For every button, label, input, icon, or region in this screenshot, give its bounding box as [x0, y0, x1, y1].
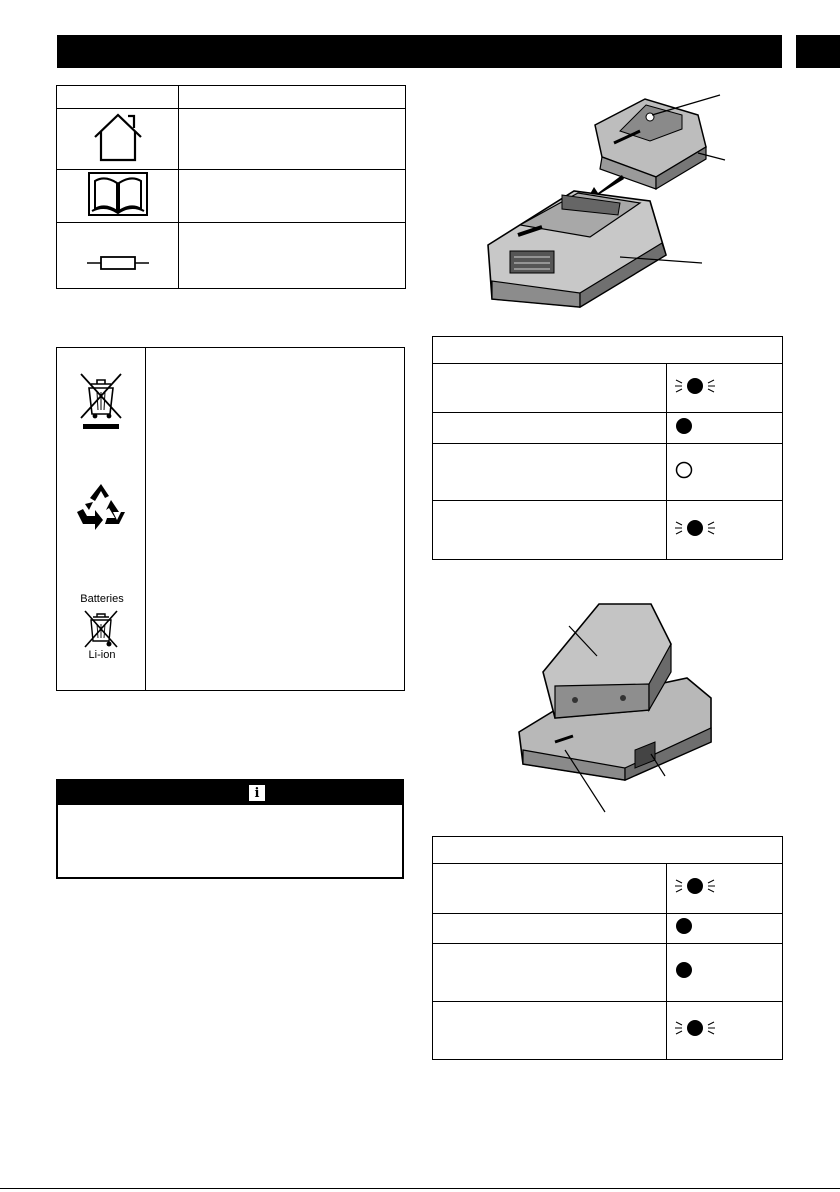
battery-led-table	[432, 336, 783, 560]
symbols-header-left	[57, 86, 179, 109]
battery-led-status-1	[433, 364, 667, 413]
recycle-icon	[75, 480, 127, 532]
led-solid-icon	[673, 915, 717, 937]
symbol-description-manual	[179, 170, 406, 223]
battery-led-cell-1	[667, 364, 783, 413]
bottom-rule	[0, 1188, 840, 1189]
led-solid-icon	[673, 415, 717, 437]
led-blinking-icon	[673, 514, 717, 542]
charger-led-cell-2	[667, 914, 783, 944]
symbol-description-fuse	[179, 223, 406, 289]
page-tab	[796, 35, 840, 68]
info-box	[56, 779, 404, 879]
charger-led-cell-1	[667, 864, 783, 914]
led-off-icon	[673, 459, 717, 481]
led-solid-icon	[673, 959, 717, 981]
battery-led-status-2	[433, 413, 667, 444]
symbol-description-house	[179, 109, 406, 170]
charger-led-table-title	[433, 837, 783, 864]
battery-led-status-3	[433, 444, 667, 501]
led-blinking-icon	[673, 872, 717, 900]
charger-illustration	[515, 600, 735, 815]
battery-led-table-title	[433, 337, 783, 364]
battery-label-top: Batteries	[80, 593, 124, 605]
battery-led-cell-2	[667, 413, 783, 444]
charger-led-status-2	[433, 914, 667, 944]
fuse-icon	[83, 233, 153, 273]
header-bar	[57, 35, 782, 68]
symbols-table	[56, 85, 406, 289]
disposal-divider	[145, 348, 146, 690]
info-box-text	[66, 811, 396, 871]
info-box-header	[58, 781, 402, 805]
disposal-description	[153, 358, 393, 678]
charger-led-status-1	[433, 864, 667, 914]
charger-led-table	[432, 836, 783, 1060]
led-blinking-icon	[673, 372, 717, 400]
disposal-table	[56, 347, 405, 691]
symbol-cell-manual	[57, 170, 179, 223]
symbol-cell-house	[57, 109, 179, 170]
manual-book-icon	[87, 171, 149, 217]
charger-led-cell-3	[667, 944, 783, 1002]
battery-led-cell-4	[667, 501, 783, 560]
symbols-header-right	[179, 86, 406, 109]
charger-led-cell-4	[667, 1002, 783, 1060]
led-blinking-icon	[673, 1014, 717, 1042]
charger-led-status-4	[433, 1002, 667, 1060]
battery-pack-illustration	[470, 85, 740, 320]
battery-led-status-4	[433, 501, 667, 560]
crossed-bin-icon	[75, 368, 127, 432]
house-icon	[90, 111, 146, 163]
symbol-cell-fuse	[57, 223, 179, 289]
battery-disposal-icon	[81, 607, 121, 651]
battery-led-cell-3	[667, 444, 783, 501]
charger-led-status-3	[433, 944, 667, 1002]
info-icon: i	[249, 785, 265, 801]
battery-label-bottom: Li-ion	[88, 649, 116, 661]
